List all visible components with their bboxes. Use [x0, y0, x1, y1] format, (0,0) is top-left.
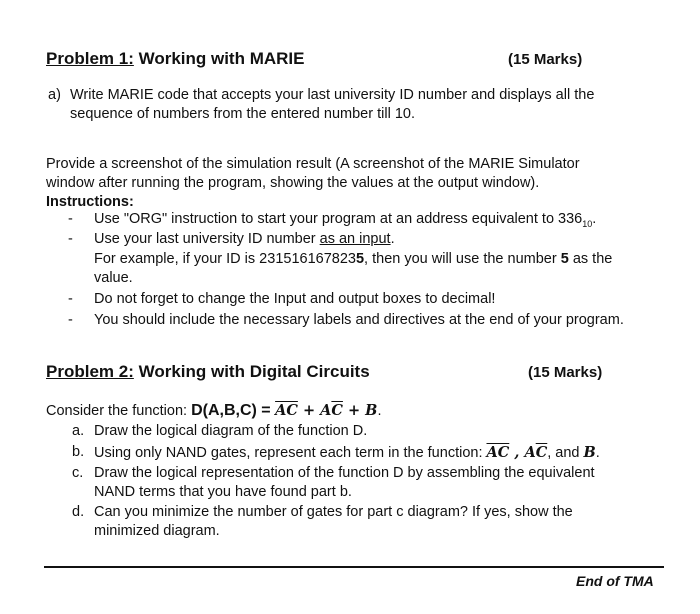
bullet4-dash: - [68, 312, 73, 328]
bullet1-end: . [592, 211, 597, 227]
bullet2-example-mid: , then you will use the number [364, 251, 561, 267]
function-term1: $\overline{AC}$ [275, 402, 298, 419]
item-d-line2: minimized diagram. [94, 523, 220, 539]
bullet2-example [94, 250, 612, 269]
item-b-dot: . [595, 445, 600, 461]
item-b-term1: $\overline{AC}$ [486, 444, 510, 461]
bullet3: Do not forget to change the Input and output boxes to decimal! [94, 291, 496, 307]
problem2-title [46, 362, 370, 382]
bullet2-pre: Use your last university ID number [94, 231, 320, 247]
bullet2 [94, 230, 395, 249]
provide-line2: window after running the program, showing the values at the output window). [46, 175, 540, 191]
part-a-label: a) [48, 87, 61, 103]
item-d-label: d. [72, 504, 85, 520]
part-a-line1: Write MARIE code that accepts your last university ID number and displays all the [70, 87, 595, 103]
item-c-line1: Draw the logical representation of the function D by assembling the equivalent [94, 465, 595, 481]
bullet4: You should include the necessary labels and directives at the end of your program. [94, 312, 624, 328]
item-c-line2: NAND terms that you have found part b. [94, 484, 352, 500]
consider-line [46, 401, 381, 421]
bullet2-post: . [390, 231, 395, 247]
item-a-label: a. [72, 423, 85, 439]
function-name: D(A,B,C) = [191, 402, 276, 419]
bullet2-value: value. [94, 270, 133, 286]
bullet1-subscript: 10 [582, 218, 593, 229]
problem1-marks: (15 Marks) [508, 51, 583, 68]
problem2-title-number: Problem 2: [46, 362, 134, 381]
function-end: . [377, 403, 382, 419]
bullet1-dash: - [68, 211, 73, 227]
item-a-text: Draw the logical diagram of the function D. [94, 423, 368, 439]
function-term2-bar: $\overline{C}$ [331, 402, 343, 419]
bullet2-example-pre: For example, if your ID is 231516167823 [94, 251, 356, 267]
item-c-label: c. [72, 465, 84, 481]
problem2-marks: (15 Marks) [528, 364, 603, 381]
bullet1-text: Use "ORG" instruction to start your program at an address equivalent to 336 [94, 211, 583, 227]
problem1-title [46, 49, 304, 69]
footer-divider [44, 566, 664, 568]
function-plus2: + B [342, 402, 378, 419]
provide-line1: Provide a screenshot of the simulation result (A screenshot of the MARIE Simulator [46, 156, 580, 172]
item-b-label: b. [72, 444, 85, 460]
item-d-line1: Can you minimize the number of gates for part c diagram? If yes, show the [94, 504, 573, 520]
item-b-term2: $\overline{C}$ [535, 444, 548, 461]
instructions-heading: Instructions: [46, 194, 134, 210]
bullet3-dash: - [68, 291, 73, 307]
problem1-title-number: Problem 1: [46, 49, 134, 68]
function-plus1: + A [297, 402, 332, 419]
item-b-sep: , A [509, 444, 536, 461]
bullet2-example-number: 5 [560, 251, 569, 267]
problem1-title-text: Working with MARIE [133, 49, 305, 68]
bullet2-example-post: as the [568, 251, 613, 267]
bullet2-underlined: as an input [319, 231, 391, 247]
part-a-line2: sequence of numbers from the entered number till 10. [70, 106, 415, 122]
item-b-and: , and [547, 445, 584, 461]
consider-pre: Consider the function: [46, 403, 192, 419]
item-b-term3: B [583, 444, 596, 461]
item-b-text: Using only NAND gates, represent each term in the function: [94, 445, 487, 461]
bullet2-example-digit: 5 [355, 251, 365, 267]
item-b [94, 443, 600, 463]
problem2-title-text: Working with Digital Circuits [133, 362, 370, 381]
end-of-tma: End of TMA [576, 573, 654, 589]
bullet2-dash: - [68, 231, 73, 247]
